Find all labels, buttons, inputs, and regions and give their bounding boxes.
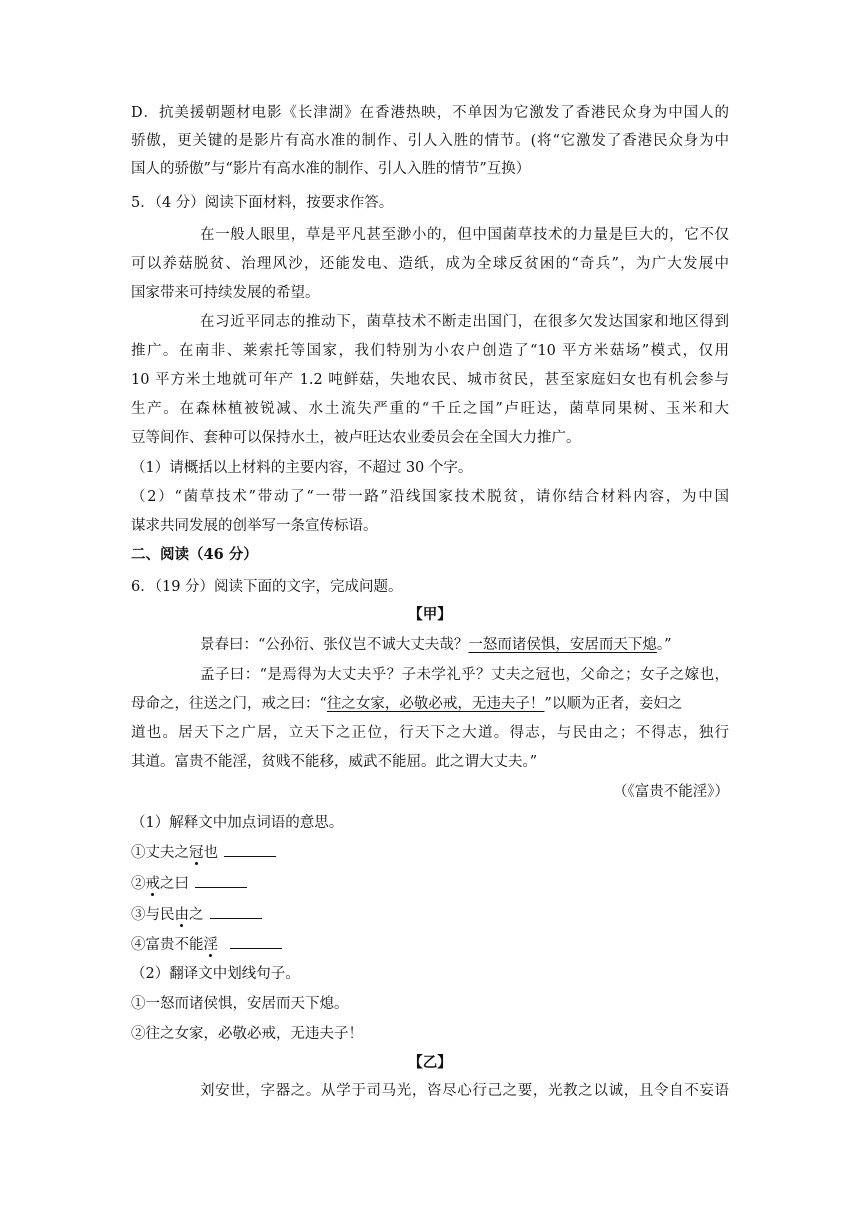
word-item-text: 之曰 [160, 876, 189, 892]
word-item-1 [131, 842, 276, 863]
passage-jia-mengzi-line3: 道也。居天下之广居，立天下之正位，行天下之大道。得志，与民由之；不得志，独行 [131, 725, 729, 741]
mengzi-text: 母命之，往送之门，戒之曰：“ [131, 696, 327, 712]
q5-material-p2-line2: 推广。在南非、莱索托等国家，我们特别为小农户创造了“10 平方米菇场”模式，仅用 [131, 343, 729, 359]
q6-subquestion-2: （2）翻译文中划线句子。 [131, 966, 300, 982]
q5-material-p2-line1: 在习近平同志的推动下，菌草技术不断走出国门，在很多欠发达国家和地区得到 [200, 314, 729, 330]
q5-material-p1-line1: 在一般人眼里，草是平凡甚至渺小的，但中国菌草技术的力量是巨大的，它不仅 [200, 227, 729, 243]
passage-yi-title: 【乙】 [408, 1054, 452, 1071]
dotted-word: 戒 [145, 876, 160, 892]
word-item-text: 也 [203, 845, 218, 861]
q5-heading: 5．（4 分）阅读下面材料，按要求作答。 [131, 195, 394, 211]
q5-material-p2-line3: 10 平方米土地就可年产 1.2 吨鲜菇，失地农民、城市贫民，甚至家庭妇女也有机会参与 [131, 372, 729, 388]
q5-subquestion-2-line2: 谋求共同发展的创举写一条宣传标语。 [131, 518, 378, 534]
q5-material-p1-line2: 可以养菇脱贫、治理风沙，还能发电、造纸，成为全球反贫困的“奇兵”，为广大发展中 [131, 256, 729, 272]
dotted-word: 冠 [189, 845, 204, 861]
jingchun-text-end: 。” [656, 637, 672, 653]
answer-blank [210, 904, 262, 919]
answer-blank [195, 873, 247, 888]
word-item-text: ③与民 [131, 907, 175, 923]
jingchun-text: 景春曰：“公孙衍、张仪岂不诚大丈夫哉？ [200, 637, 469, 653]
word-item-text: 之 [189, 907, 204, 923]
word-item-4 [131, 934, 282, 955]
underlined-sentence-2: 往之女家，必敬必戒，无违夫子！ [326, 696, 545, 712]
q6-heading: 6．（19 分）阅读下面的文字，完成问题。 [131, 579, 403, 595]
passage-jia-mengzi-line2 [131, 694, 729, 714]
answer-blank [230, 934, 282, 949]
word-item-text: ② [131, 876, 146, 892]
q5-material-p2-line5: 豆等间作、套种可以保持水土，被卢旺达农业委员会在全国大力推广。 [131, 430, 581, 446]
dotted-word: 由 [174, 907, 189, 923]
q5-subquestion-1: （1）请概括以上材料的主要内容，不超过 30 个字。 [131, 460, 473, 476]
word-item-text: ①丈夫之 [131, 845, 189, 861]
word-item-3 [131, 904, 262, 925]
word-item-2 [131, 873, 247, 894]
q4-option-d-line1: D．抗美援朝题材电影《长津湖》在香港热映，不单因为它激发了香港民众身为中国人的 [131, 105, 729, 121]
passage-jia-source: （《富贵不能淫》） [613, 784, 729, 800]
answer-blank [224, 842, 276, 857]
passage-jia-mengzi-line4: 其道。富贵不能淫，贫贱不能移，威武不能屈。此之谓大丈夫。” [131, 754, 538, 770]
q5-subquestion-2-line1: （2）“菌草技术”带动了“一带一路”沿线国家技术脱贫，请你结合材料内容，为中国 [131, 489, 729, 505]
word-item-text: ④富贵不能 [131, 937, 204, 953]
passage-jia-mengzi-line1: 孟子曰：“是焉得为大丈夫乎？子未学礼乎？丈夫之冠也，父命之；女子之嫁也， [200, 667, 729, 683]
q4-option-d-line3: 国人的骄傲”与“影片有高水准的制作、引人入胜的情节”互换） [131, 161, 531, 177]
section-heading-reading: 二、阅读（46 分） [131, 546, 258, 563]
q5-material-p1-line3: 国家带来可持续发展的希望。 [131, 285, 320, 301]
passage-jia-title: 【甲】 [408, 606, 452, 623]
passage-yi-line1: 刘安世，字器之。从学于司马光，咨尽心行己之要，光教之以诚，且令自不妄语 [200, 1083, 729, 1099]
underlined-sentence-1: 一怒而诸侯惧，安居而天下熄 [468, 637, 657, 653]
passage-jia-jingchun-line [200, 635, 672, 655]
q4-option-d-line2: 骄傲，更关键的是影片有高水准的制作、引人入胜的情节。(将“它激发了香港民众身为中 [131, 133, 729, 149]
translate-item-2: ②往之女家，必敬必戒，无违夫子！ [131, 1026, 363, 1042]
dotted-word: 淫 [203, 937, 218, 953]
mengzi-text-end: ”以顺为正者，妾妇之 [544, 696, 683, 712]
q6-subquestion-1: （1）解释文中加点词语的意思。 [131, 815, 344, 831]
q5-material-p2-line4: 生产。在森林植被锐减、水土流失严重的“千丘之国”卢旺达，菌草同果树、玉米和大 [131, 401, 729, 417]
translate-item-1: ①一怒而诸侯惧，安居而天下熄。 [131, 996, 349, 1012]
